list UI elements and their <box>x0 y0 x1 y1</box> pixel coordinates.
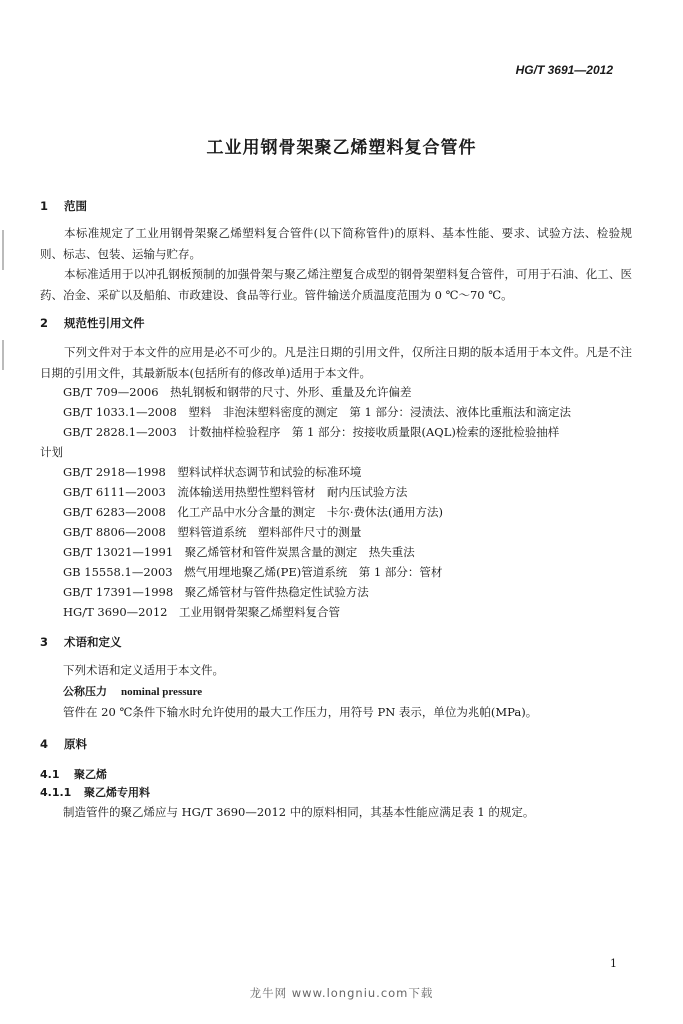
reference-item <box>63 544 415 560</box>
section-2-heading <box>40 315 145 331</box>
section-3-heading <box>40 634 122 650</box>
reference-code: GB/T 6283—2008 <box>63 505 166 519</box>
reference-title: 热轧钢板和钢带的尺寸、外形、重量及允许偏差 <box>170 385 412 399</box>
subsection-title: 聚乙烯专用料 <box>84 786 150 799</box>
term-english: nominal pressure <box>121 686 203 698</box>
reference-code: GB/T 8806—2008 <box>63 525 166 539</box>
section-number: 1 <box>40 199 49 213</box>
section-1-paragraph-1: 本标准规定了工业用钢骨架聚乙烯塑料复合管件(以下简称管件)的原料、基本性能、要求、试验方法、检验规则、标志、包装、运输与贮存。 <box>40 226 632 261</box>
standard-number: HG/T 3691—2012 <box>515 63 613 77</box>
reference-title: 塑料 非泡沫塑料密度的测定 第 1 部分：浸渍法、液体比重瓶法和滴定法 <box>188 405 571 419</box>
footer-watermark: 龙牛网 www.longniu.com下载 <box>249 986 434 1000</box>
page-title: 工业用钢骨架聚乙烯塑料复合管件 <box>206 138 477 158</box>
reference-title: 塑料管道系统 塑料部件尺寸的测量 <box>177 525 362 539</box>
reference-item <box>63 584 369 600</box>
term-entry <box>63 683 202 699</box>
reference-item <box>63 384 412 400</box>
reference-title: 化工产品中水分含量的测定 卡尔·费休法(通用方法) <box>177 505 444 519</box>
reference-code: GB/T 1033.1—2008 <box>63 405 177 419</box>
reference-code: GB 15558.1—2003 <box>63 565 173 579</box>
section-title: 范围 <box>64 199 87 213</box>
reference-title: 工业用钢骨架聚乙烯塑料复合管 <box>178 605 340 619</box>
section-4-heading <box>40 736 87 752</box>
reference-title: 燃气用埋地聚乙烯(PE)管道系统 第 1 部分：管材 <box>184 565 443 579</box>
section-number: 2 <box>40 316 49 330</box>
section-1-paragraph-2: 本标准适用于以冲孔钢板预制的加强骨架与聚乙烯注塑复合成型的钢骨架塑料复合管件，可用于石油、化工、医药、冶金、采矿以及船舶、市政建设、食品等行业。管件输送介质温度范围为 0 ℃～70 ℃。 <box>40 267 632 302</box>
reference-item <box>63 484 407 500</box>
reference-item <box>63 464 361 480</box>
subsection-title: 聚乙烯 <box>74 768 107 781</box>
reference-item <box>63 424 559 440</box>
reference-code: GB/T 2828.1—2003 <box>63 425 177 439</box>
reference-item <box>63 524 361 540</box>
reference-code: GB/T 709—2006 <box>63 385 159 399</box>
reference-title: 聚乙烯管材和管件炭黑含量的测定 热失重法 <box>184 545 415 559</box>
section-2-intro: 下列文件对于本文件的应用是必不可少的。凡是注日期的引用文件，仅所注日期的版本适用于本文件。凡是不注日期的引用文件，其最新版本(包括所有的修改单)适用于本文件。 <box>40 345 632 380</box>
subsection-4-1-1-text: 制造管件的聚乙烯应与 HG/T 3690—2012 中的原料相同，其基本性能应满足表 1 的规定。 <box>63 805 535 819</box>
subsection-4-1-1-heading <box>40 784 150 800</box>
reference-continuation: 计划 <box>40 445 63 459</box>
subsection-number: 4.1.1 <box>40 786 72 799</box>
reference-code: GB/T 17391—1998 <box>63 585 174 599</box>
section-title: 原料 <box>64 737 87 751</box>
scan-edge-mark <box>2 340 4 370</box>
reference-code: HG/T 3690—2012 <box>63 605 168 619</box>
section-number: 4 <box>40 737 49 751</box>
reference-code: GB/T 13021—1991 <box>63 545 174 559</box>
reference-item <box>63 504 443 520</box>
reference-title: 计数抽样检验程序 第 1 部分：按接收质量限(AQL)检索的逐批检验抽样 <box>188 425 560 439</box>
reference-item <box>63 604 340 620</box>
reference-item <box>63 564 442 580</box>
reference-title: 塑料试样状态调节和试验的标准环境 <box>177 465 362 479</box>
subsection-4-1-heading <box>40 766 107 782</box>
section-number: 3 <box>40 635 49 649</box>
scan-edge-mark <box>2 230 4 270</box>
reference-code: GB/T 6111—2003 <box>63 485 166 499</box>
section-1-heading <box>40 198 87 214</box>
term-chinese: 公称压力 <box>63 685 107 698</box>
subsection-number: 4.1 <box>40 768 60 781</box>
reference-title: 流体输送用热塑性塑料管材 耐内压试验方法 <box>177 485 408 499</box>
reference-title: 聚乙烯管材与管件热稳定性试验方法 <box>184 585 369 599</box>
reference-code: GB/T 2918—1998 <box>63 465 166 479</box>
reference-item <box>63 404 571 420</box>
page-number: 1 <box>610 957 617 970</box>
term-definition: 管件在 20 ℃条件下输水时允许使用的最大工作压力，用符号 PN 表示，单位为兆帕(MPa)。 <box>63 705 538 719</box>
section-3-intro: 下列术语和定义适用于本文件。 <box>63 663 224 677</box>
section-title: 规范性引用文件 <box>64 316 145 330</box>
section-title: 术语和定义 <box>64 635 122 649</box>
